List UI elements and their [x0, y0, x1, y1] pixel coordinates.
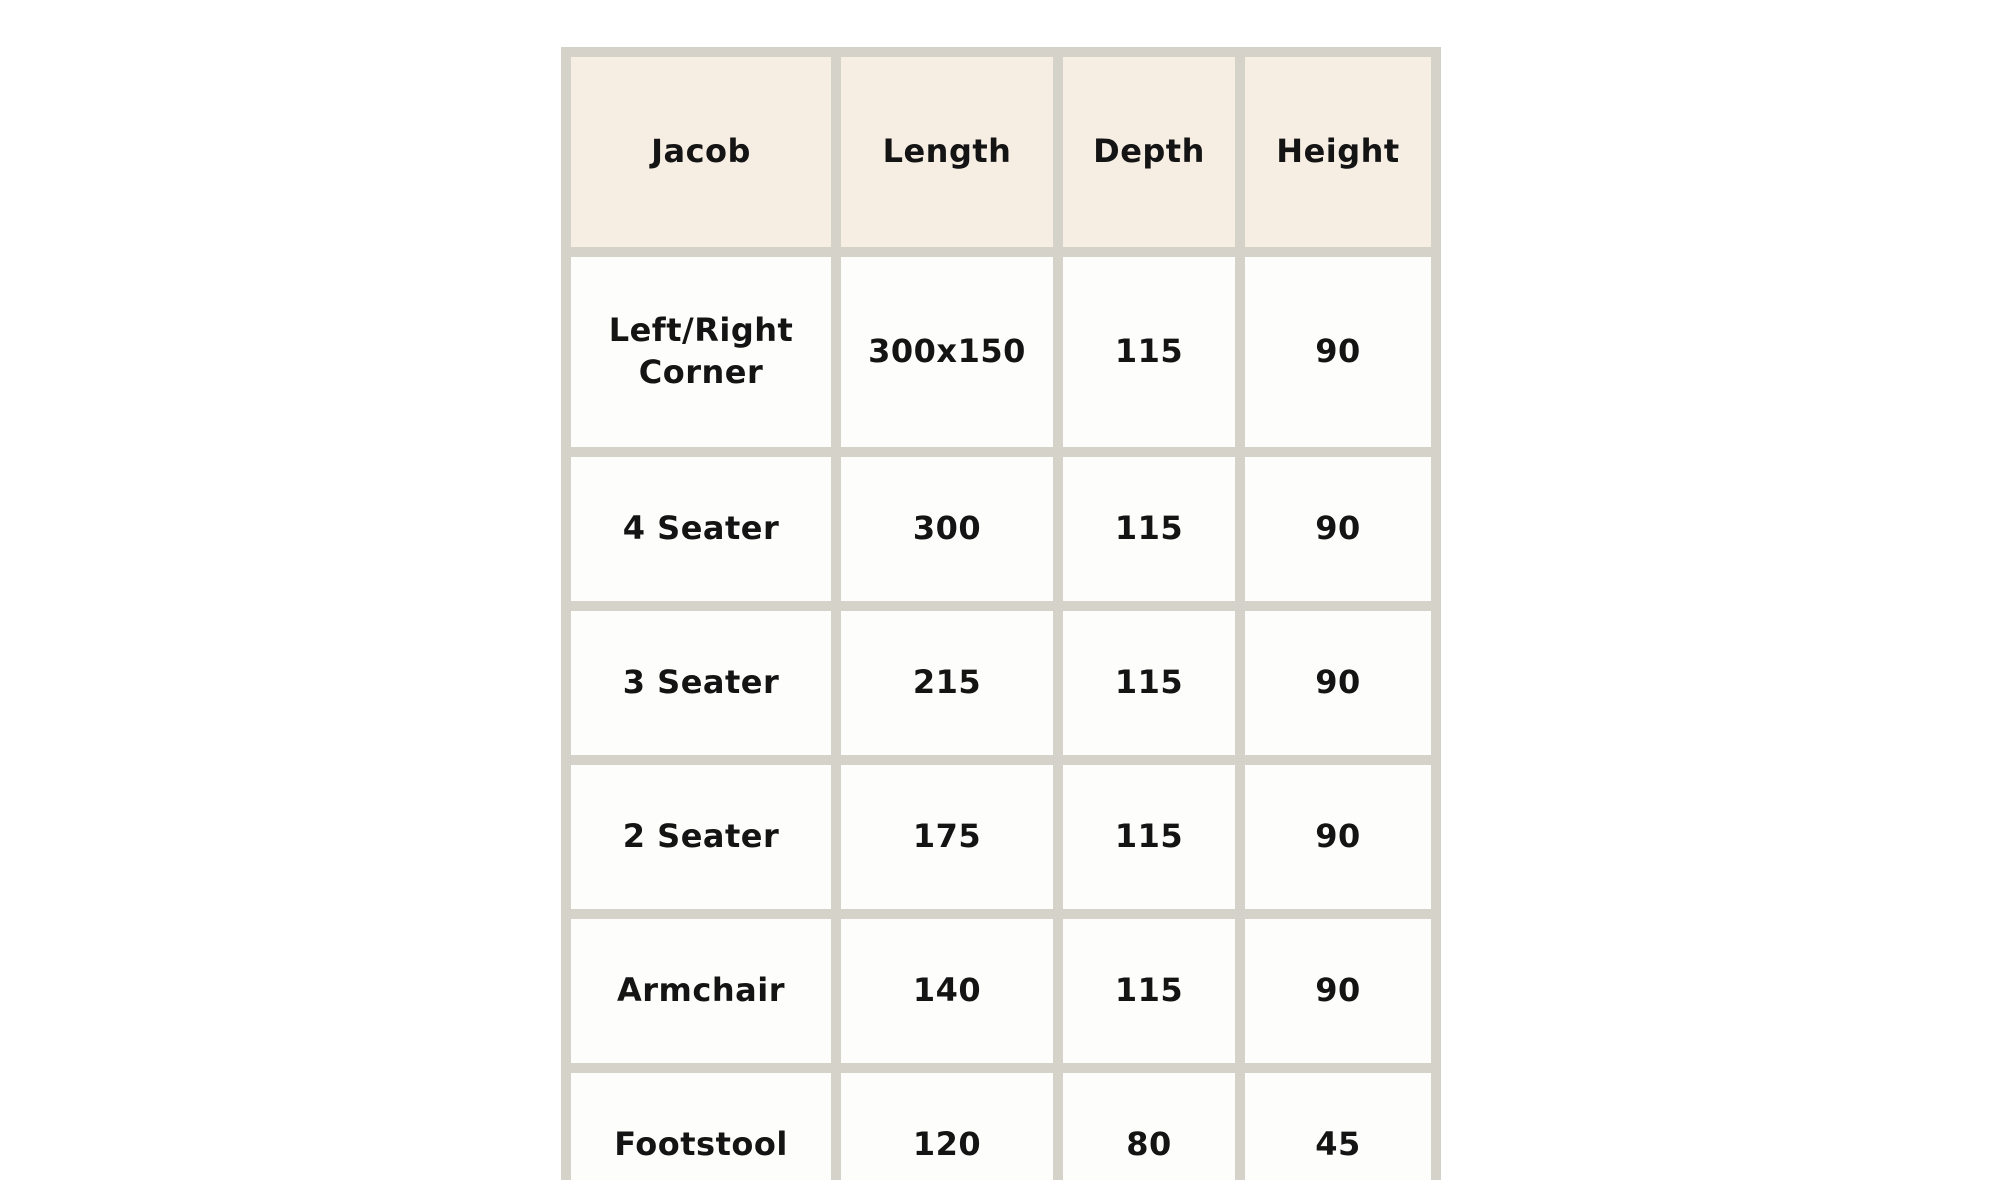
cell-height-value: 90 [1245, 457, 1431, 601]
cell-length-value: 300 [841, 457, 1053, 601]
header-cell-depth: Depth [1063, 57, 1235, 247]
cell-length-value: 175 [841, 765, 1053, 909]
table-row-left-right-corner [571, 257, 1431, 447]
cell-depth-value: 115 [1063, 257, 1235, 447]
cell-height-value: 90 [1245, 765, 1431, 909]
header-cell-length: Length [841, 57, 1053, 247]
table-row-footstool [571, 1073, 1431, 1180]
cell-product-name: Footstool [571, 1073, 831, 1180]
table-row-armchair [571, 919, 1431, 1063]
cell-product-name: 2 Seater [571, 765, 831, 909]
cell-length-value: 300x150 [841, 257, 1053, 447]
table-row-2-seater [571, 765, 1431, 909]
cell-product-name: 4 Seater [571, 457, 831, 601]
cell-length-value: 140 [841, 919, 1053, 1063]
cell-product-name: Left/Right Corner [571, 257, 831, 447]
table-row-4-seater [571, 457, 1431, 601]
cell-length-value: 215 [841, 611, 1053, 755]
cell-depth-value: 115 [1063, 919, 1235, 1063]
cell-height-value: 90 [1245, 611, 1431, 755]
table-row-3-seater [571, 611, 1431, 755]
cell-depth-value: 80 [1063, 1073, 1235, 1180]
cell-product-name: Armchair [571, 919, 831, 1063]
cell-product-name: 3 Seater [571, 611, 831, 755]
cell-depth-value: 115 [1063, 611, 1235, 755]
cell-height-value: 45 [1245, 1073, 1431, 1180]
cell-height-value: 90 [1245, 257, 1431, 447]
header-cell-product: Jacob [571, 57, 831, 247]
dimensions-table [561, 47, 1441, 1180]
cell-depth-value: 115 [1063, 765, 1235, 909]
cell-depth-value: 115 [1063, 457, 1235, 601]
header-cell-height: Height [1245, 57, 1431, 247]
table-header-row [571, 57, 1431, 247]
cell-length-value: 120 [841, 1073, 1053, 1180]
cell-height-value: 90 [1245, 919, 1431, 1063]
